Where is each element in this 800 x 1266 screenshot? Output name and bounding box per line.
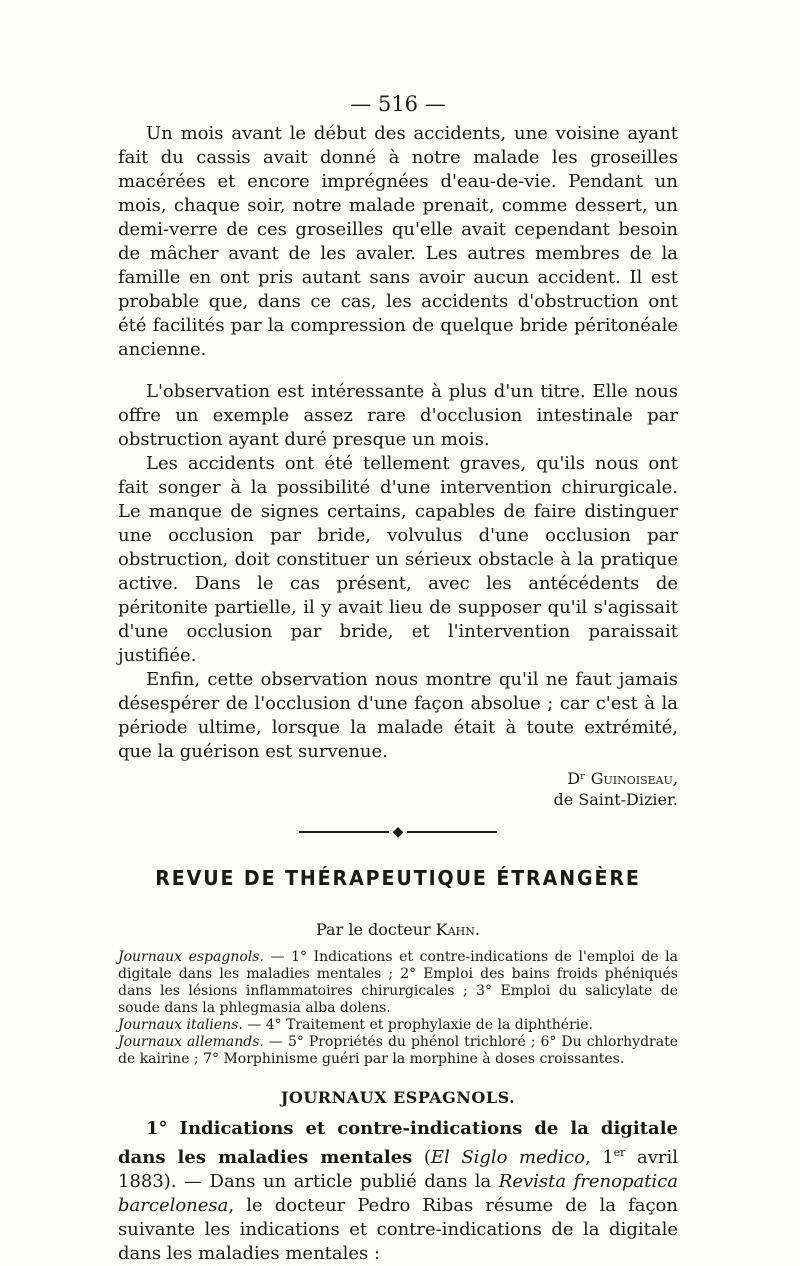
divider-line-left	[299, 831, 389, 833]
summary-text: — 4° Traitement et prophylaxie de la diphthérie.	[242, 1017, 593, 1033]
divider-ornament-icon: ◆	[392, 824, 404, 840]
signature	[118, 768, 678, 810]
article-revista: Revista frenopatica barcelonesa	[118, 1171, 678, 1216]
article-journal: El Siglo medico	[430, 1147, 585, 1168]
summary-label: Journaux italiens.	[118, 1017, 243, 1033]
summary-row-german	[118, 1034, 678, 1068]
paragraph-4: Enfin, cette observation nous montre qu'il ne faut jamais désespérer de l'occlusion d'une façon absolue ; car c'est à la période ultime, lorsque la malade était à toute extrémité, que la guérison est survenue.	[118, 669, 678, 762]
article-heading: 1° Indications et contre-indications de la digitale dans les maladies mentales	[118, 1118, 678, 1168]
summary-row-italian	[118, 1017, 678, 1034]
summary-text: — 5° Propriétés du phénol trichloré ; 6° Du chlorhydrate de kairine ; 7° Morphinisme guéri par la morphine à doses croissantes.	[118, 1034, 678, 1067]
article-body: , le docteur Pedro Ribas résume de la façon suivante les indications et contre-indications de la digitale dans les maladies mentales :	[118, 1195, 678, 1264]
signature-place: de Saint-Dizier.	[553, 790, 678, 809]
section-title: REVUE DE THÉRAPEUTIQUE ÉTRANGÈRE	[155, 866, 641, 890]
paragraph-2: L'observation est intéressante à plus d'un titre. Elle nous offre un exemple assez rare d'occlusion intestinale par obstruction ayant duré presque un mois.	[118, 381, 678, 450]
summary-text: — 1° Indications et contre-indications de l'emploi de la digitale dans les maladies mentales ; 2° Emploi des bains froids phéniqués dans les lésions inflammatoires chirurgicales ; 3° Emploi du salicylate de soude dans la phlegmasia alba dolens.	[118, 949, 678, 1016]
article-date-rest: avril 1883). — Dans un article publié dans la	[118, 1147, 678, 1192]
document-body	[118, 92, 678, 1266]
article-ref-open: (	[412, 1147, 431, 1168]
summary-label: Journaux espagnols.	[118, 949, 264, 965]
summary-label: Journaux allemands.	[118, 1034, 264, 1050]
section-author	[118, 920, 678, 939]
signature-name: Dʳ Guinoiseau,	[567, 769, 678, 788]
author-prefix: Par le docteur	[316, 920, 431, 939]
subsection-title: JOURNAUX ESPAGNOLS.	[280, 1088, 516, 1107]
section-summary	[118, 949, 678, 1068]
paragraph-1: Un mois avant le début des accidents, une voisine ayant fait du cassis avait donné à notre malade les groseilles macérées et encore imprégnées d'eau-de-vie. Pendant un mois, chaque soir, notre malade prenait, comme dessert, un demi-verre de ces groseilles qu'elle avait cependant besoin de mâcher avant de les avaler. Les autres membres de la famille en ont pris autant sans avoir aucun accident. Il est probable que, dans ce cas, les accidents d'obstruction ont été facilités par la compression de quelque bride péritonéale ancienne.	[118, 123, 678, 360]
page-number: — 516 —	[350, 92, 446, 116]
article-paragraph	[118, 1117, 678, 1266]
paragraph-3: Les accidents ont été tellement graves, qu'ils nous ont fait songer à la possibilité d'une intervention chirurgicale. Le manque de signes certains, capables de faire distinguer une occlusion par bride, volvulus d'une occlusion par obstruction, doit constituer un sérieux obstacle à la pratique active. Dans le cas présent, avec les antécédents de péritonite partielle, il y avait lieu de supposer qu'il s'agissait d'une occlusion par bride, et l'intervention paraissait justifiée.	[118, 453, 678, 666]
article-date-sup: er	[613, 1146, 626, 1159]
article-date-day: , 1	[584, 1147, 614, 1168]
author-name: Kahn.	[435, 920, 480, 939]
ornamental-divider	[118, 824, 678, 840]
summary-row-spanish	[118, 949, 678, 1017]
divider-line-right	[407, 831, 497, 833]
